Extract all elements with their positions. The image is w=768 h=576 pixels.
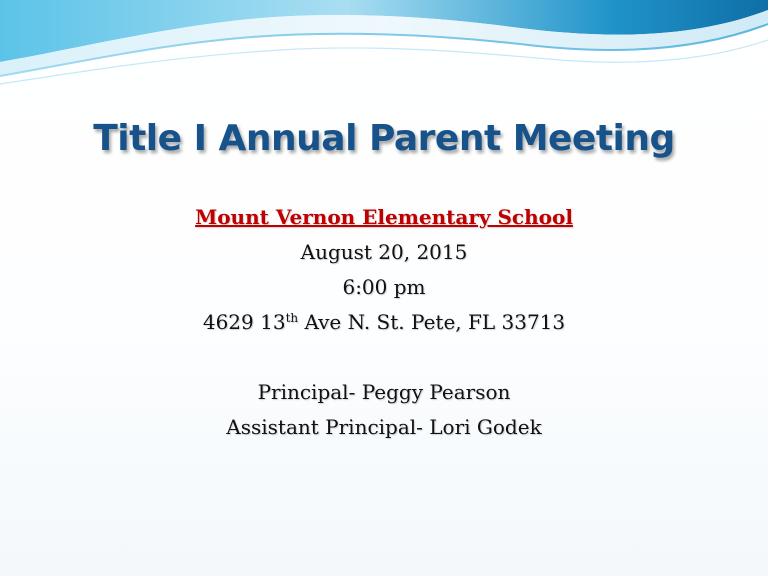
address-number: 4629 13 bbox=[202, 310, 286, 334]
spacer bbox=[0, 340, 768, 375]
meeting-date: August 20, 2015 bbox=[300, 240, 468, 264]
school-name: Mount Vernon Elementary School bbox=[195, 205, 573, 229]
slide-body bbox=[0, 200, 768, 445]
meeting-time: 6:00 pm bbox=[342, 275, 426, 299]
slide-title: Title I Annual Parent Meeting bbox=[93, 118, 675, 159]
address-rest: Ave N. St. Pete, FL 33713 bbox=[298, 310, 566, 334]
decorative-wave-banner bbox=[0, 0, 768, 110]
principal: Principal- Peggy Pearson bbox=[257, 380, 511, 404]
assistant-principal: Assistant Principal- Lori Godek bbox=[226, 415, 542, 439]
address-superscript: th bbox=[285, 311, 299, 325]
meeting-address bbox=[0, 305, 768, 340]
